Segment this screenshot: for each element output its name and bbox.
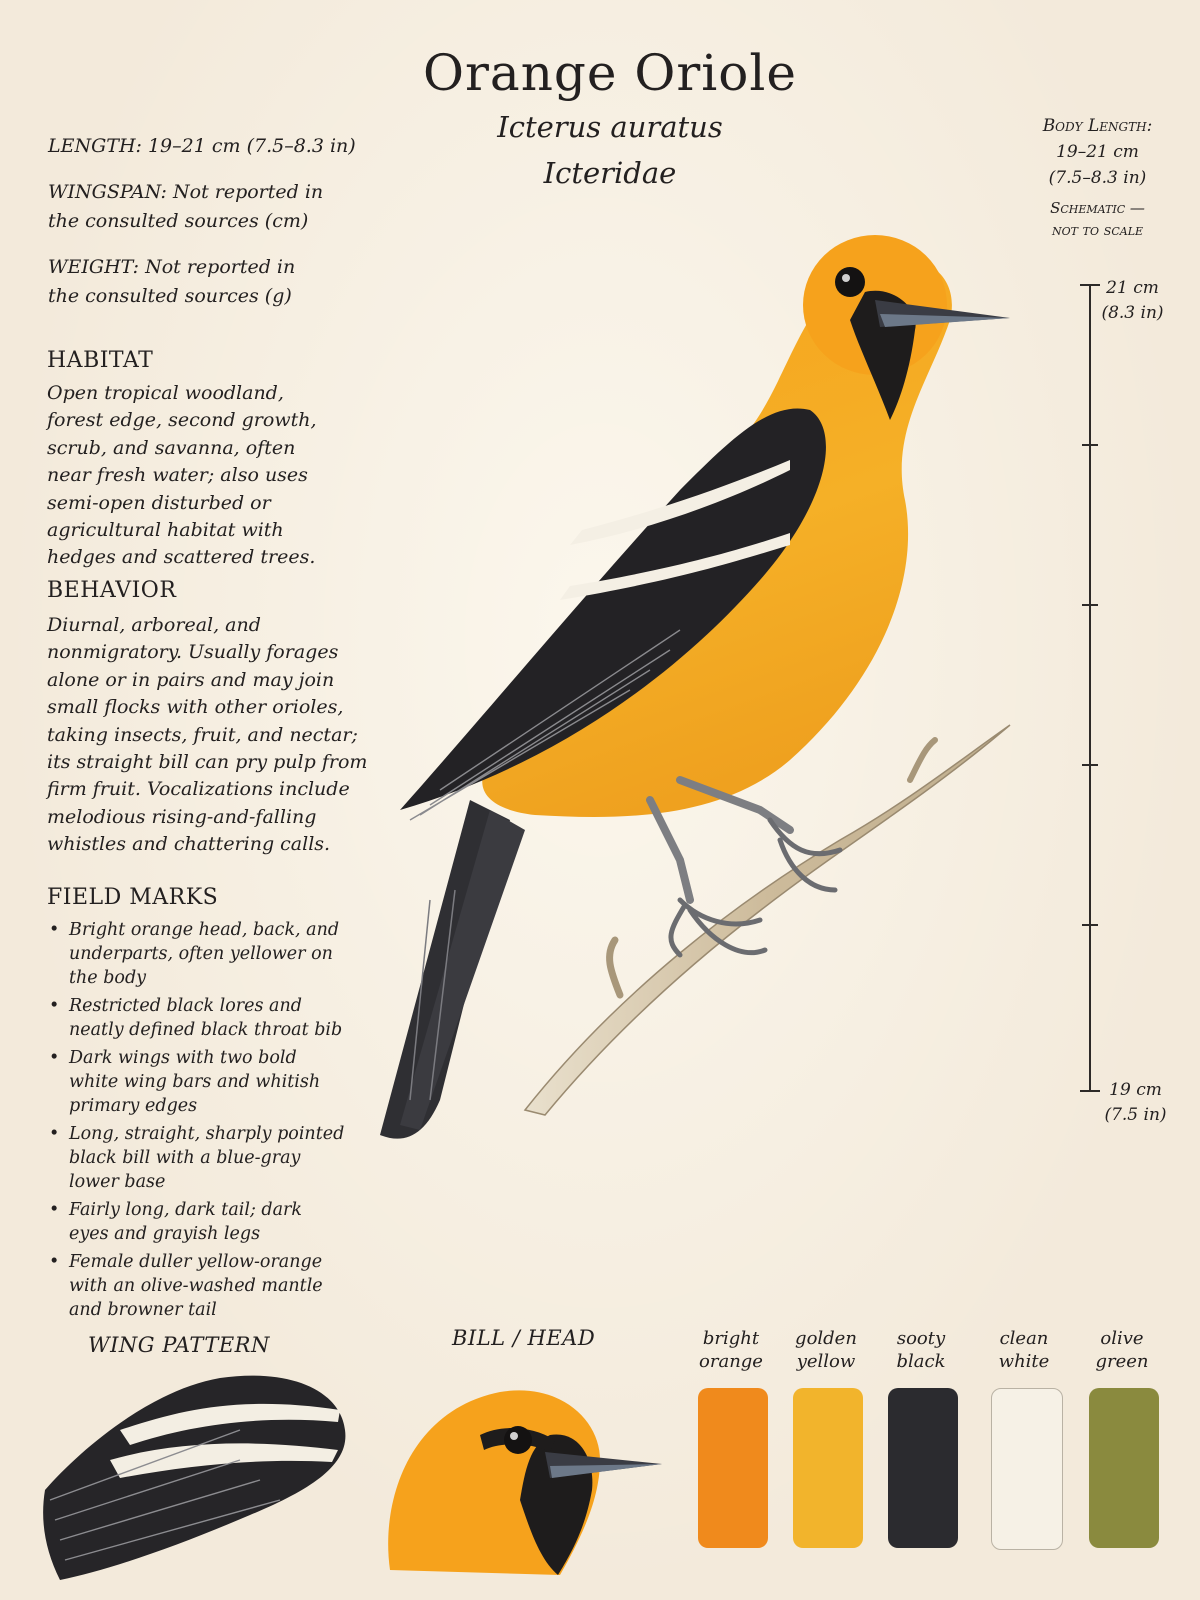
common-name-title: Orange Oriole	[423, 44, 797, 102]
eye-icon	[504, 1426, 532, 1454]
length-stat: LENGTH: 19–21 cm (7.5–8.3 in)	[48, 135, 356, 157]
habitat-text: Open tropical woodland, forest edge, second growth, scrub, and savanna, often near fresh water; also uses semi-open disturbed or agricultural habitat with hedges and scattered trees.	[47, 382, 317, 569]
scale-bottom-label	[1098, 1078, 1173, 1128]
swatch-label-line: sooty	[896, 1328, 946, 1349]
scale-heading	[1020, 113, 1175, 191]
scale-heading-line: 19–21 cm	[1056, 142, 1139, 162]
swatch-label-line: bright	[702, 1328, 760, 1349]
field-mark-item: • Restricted black lores and neatly defined black throat bib	[47, 994, 347, 1042]
field-marks-list	[47, 918, 347, 1326]
scale-top-in: (8.3 in)	[1101, 303, 1164, 323]
field-mark-item: • Bright orange head, back, and underparts, often yellower on the body	[47, 918, 347, 990]
swatch-sooty-black	[888, 1388, 958, 1548]
wingspan-stat: WINGSPAN: Not reported in the consulted sources (cm)	[48, 181, 324, 232]
swatch-label-olive-green	[1077, 1327, 1167, 1373]
swatch-label-line: yellow	[796, 1351, 856, 1372]
oriole-illustration	[320, 200, 1040, 1160]
swatch-clean-white	[991, 1388, 1063, 1550]
scientific-name: Icterus auratus	[497, 110, 723, 144]
swatch-label-bright-orange	[686, 1327, 776, 1373]
field-marks-heading: FIELD MARKS	[47, 885, 219, 910]
scale-bottom-cm: 19 cm	[1109, 1080, 1162, 1100]
swatch-label-line: orange	[699, 1351, 763, 1372]
behavior-heading: BEHAVIOR	[47, 578, 177, 603]
swatch-bright-orange	[698, 1388, 768, 1548]
swatch-golden-yellow	[793, 1388, 863, 1548]
swatch-label-line: golden	[795, 1328, 857, 1349]
family-name: Icteridae	[543, 156, 677, 190]
scale-note	[1020, 197, 1175, 241]
swatch-olive-green	[1089, 1388, 1159, 1548]
field-mark-item: • Fairly long, dark tail; dark eyes and grayish legs	[47, 1198, 347, 1246]
swatch-label-line: olive	[1100, 1328, 1144, 1349]
field-mark-item: • Female duller yellow-orange with an olive-washed mantle and browner tail	[47, 1250, 347, 1322]
scale-top-label	[1095, 276, 1170, 326]
wing-pattern-label: WING PATTERN	[88, 1333, 270, 1357]
scale-heading-line: Body Length:	[1042, 116, 1153, 136]
wing-pattern-illustration	[40, 1370, 350, 1585]
swatch-label-golden-yellow	[781, 1327, 871, 1373]
eye-icon	[835, 267, 865, 297]
behavior-text: Diurnal, arboreal, and nonmigratory. Usually forages alone or in pairs and may join small flocks with other orioles, taking insects, fruit, and nectar; its straight bill can pry pulp from firm fruit. Vocalizations include melodious rising-and-falling whistles and chattering calls.	[47, 614, 368, 856]
scale-top-cm: 21 cm	[1106, 278, 1159, 298]
scale-bottom-in: (7.5 in)	[1104, 1105, 1167, 1125]
swatch-label-sooty-black	[876, 1327, 966, 1373]
habitat-heading: HABITAT	[47, 348, 154, 373]
swatch-label-line: white	[998, 1351, 1050, 1372]
scale-heading-line: (7.5–8.3 in)	[1048, 168, 1147, 188]
bill-head-label: BILL / HEAD	[452, 1326, 596, 1350]
weight-stat: WEIGHT: Not reported in the consulted sources (g)	[48, 256, 296, 307]
scale-note-line: not to scale	[1051, 221, 1144, 239]
swatch-label-line: black	[896, 1351, 946, 1372]
scale-bar	[1075, 275, 1105, 1095]
field-mark-item: • Dark wings with two bold white wing bars and whitish primary edges	[47, 1046, 347, 1118]
bill-head-illustration	[380, 1380, 670, 1580]
swatch-label-clean-white	[979, 1327, 1069, 1373]
scale-note-line: Schematic —	[1050, 199, 1145, 217]
swatch-label-line: green	[1095, 1351, 1149, 1372]
field-mark-item: • Long, straight, sharply pointed black bill with a blue-gray lower base	[47, 1122, 347, 1194]
swatch-label-line: clean	[999, 1328, 1049, 1349]
